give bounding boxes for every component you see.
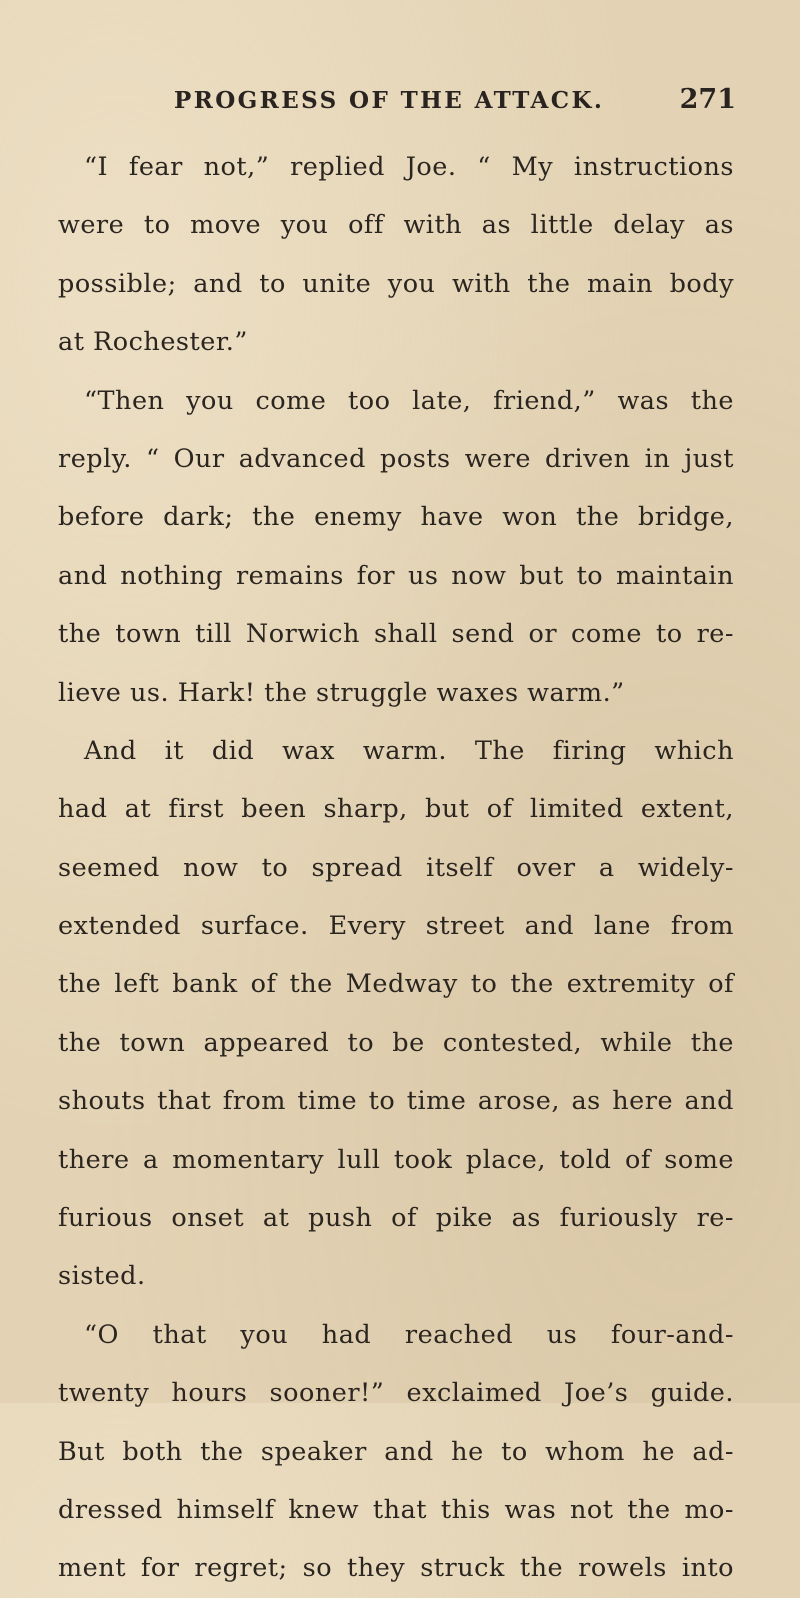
- text-line: the town till Norwich shall send or come to re-: [58, 619, 734, 650]
- body-text: [58, 138, 734, 1598]
- text-line: lieve us. Hark! the struggle waxes warm.”: [58, 677, 625, 708]
- running-head: [0, 84, 800, 127]
- text-line: possible; and to unite you with the main body: [58, 268, 734, 299]
- text-line: sisted.: [58, 1261, 146, 1292]
- text-line: before dark; the enemy have won the bridge,: [58, 502, 734, 533]
- text-line: there a momentary lull took place, told of some: [58, 1144, 734, 1175]
- text-line: “Then you come too late, friend,” was the: [84, 385, 734, 416]
- text-line: and nothing remains for us now but to maintain: [58, 560, 734, 591]
- text-line: had at first been sharp, but of limited extent,: [58, 794, 734, 825]
- text-line: reply. “ Our advanced posts were driven in just: [58, 443, 734, 474]
- running-title: PROGRESS OF THE ATTACK.: [174, 87, 605, 114]
- text-line: “I fear not,” replied Joe. “ My instructions: [84, 152, 734, 182]
- text-line: were to move you off with as little delay as: [58, 210, 734, 241]
- text-line: at Rochester.”: [58, 327, 248, 358]
- text-line: dressed himself knew that this was not the mo-: [58, 1494, 734, 1525]
- text-line: “O that you had reached us four-and-: [84, 1319, 734, 1350]
- page-number: 271: [679, 84, 736, 115]
- text-line: twenty hours sooner!” exclaimed Joe’s guide.: [58, 1378, 734, 1409]
- text-line: But both the speaker and he to whom he ad-: [58, 1436, 734, 1467]
- text-line: extended surface. Every street and lane from: [58, 911, 734, 942]
- text-line: the left bank of the Medway to the extremity of: [58, 969, 734, 1000]
- text-line: furious onset at push of pike as furiously re-: [58, 1203, 734, 1234]
- text-line: And it did wax warm. The firing which: [84, 735, 734, 766]
- text-line: ment for regret; so they struck the rowels into: [58, 1553, 734, 1584]
- text-line: the town appeared to be contested, while the: [58, 1027, 734, 1058]
- text-line: seemed now to spread itself over a widely-: [58, 852, 734, 883]
- text-line: shouts that from time to time arose, as here and: [58, 1086, 734, 1117]
